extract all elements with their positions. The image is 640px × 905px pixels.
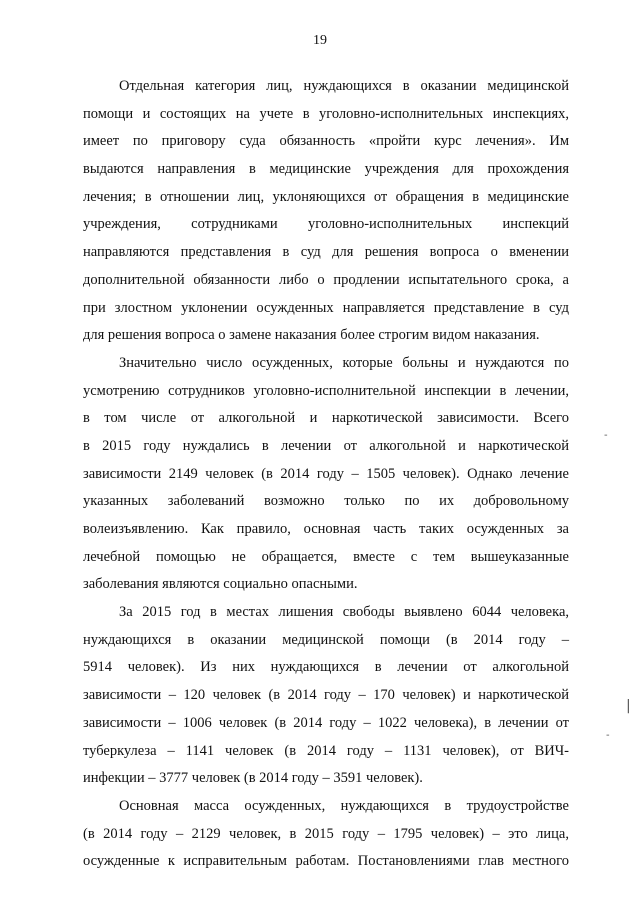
text-line: заболевания являются социально опасными. (83, 576, 358, 593)
paragraph (83, 350, 569, 599)
page-number: 19 (313, 33, 327, 48)
text-line: зависимости – 1006 человек (в 2014 году – 1022 человека), в лечении от (83, 714, 569, 731)
margin-mark: - (606, 730, 610, 741)
text-line: имеет по приговору суда обязанность «пройти курс лечения». Им (83, 133, 569, 150)
text-line: усмотрению сотрудников уголовно-исполнительной инспекции в лечении, (83, 382, 569, 399)
text-line: зависимости 2149 человек (в 2014 году – 1505 человек). Однако лечение (83, 465, 569, 482)
text-line: инфекции – 3777 человек (в 2014 году – 3591 человек). (83, 770, 423, 787)
margin-mark: | (626, 698, 631, 714)
paragraph (83, 793, 569, 876)
text-line: в том числе от алкогольной и наркотической зависимости. Всего (83, 410, 569, 427)
text-line: 5914 человек). Из них нуждающихся в лечении от алкогольной (83, 659, 569, 676)
text-line: направляются представления в суд для решения вопроса о вменении (83, 244, 569, 261)
paragraph (83, 599, 569, 793)
text-line: осужденные к исправительным работам. Постановлениями глав местного (83, 853, 569, 870)
paragraph (83, 73, 569, 350)
text-line: дополнительной обязанности либо о продлении испытательного срока, а (83, 271, 569, 288)
text-line: в 2015 году нуждались в лечении от алкогольной и наркотической (83, 437, 569, 454)
text-line: выдаются направления в медицинские учреждения для прохождения (83, 161, 569, 178)
text-line: для решения вопроса о замене наказания более строгим видом наказания. (83, 327, 540, 344)
text-line: зависимости – 120 человек (в 2014 году – 170 человек) и наркотической (83, 687, 569, 704)
text-line: волеизъявлению. Как правило, основная часть таких осужденных за (83, 521, 569, 537)
text-line: туберкулеза – 1141 человек (в 2014 году – 1131 человек), от ВИЧ- (83, 742, 569, 759)
text-line: За 2015 год в местах лишения свободы выявлено 6044 человека, (119, 604, 569, 621)
text-line: при злостном уклонении осужденных направляется представление в суд (83, 299, 569, 316)
document-body (83, 73, 569, 876)
text-line: Значительно число осужденных, которые больны и нуждаются по (119, 354, 569, 371)
text-line: указанных заболеваний возможно только по их добровольному (83, 493, 569, 510)
text-line: нуждающихся в оказании медицинской помощи (в 2014 году – (83, 631, 569, 648)
text-line: учреждения, сотрудниками уголовно-исполнительных инспекций (83, 216, 569, 233)
text-line: лечебной помощью не обращается, вместе с тем вышеуказанные (83, 548, 569, 565)
text-line: Отдельная категория лиц, нуждающихся в оказании медицинской (119, 78, 569, 94)
text-line: (в 2014 году – 2129 человек, в 2015 году – 1795 человек) – это лица, (83, 825, 569, 842)
margin-mark: - (604, 430, 608, 441)
text-line: лечения; в отношении лиц, уклоняющихся от обращения в медицинские (83, 188, 569, 205)
text-line: помощи и состоящих на учете в уголовно-исполнительных инспекциях, (83, 105, 569, 122)
text-line: Основная масса осужденных, нуждающихся в трудоустройстве (119, 797, 569, 814)
